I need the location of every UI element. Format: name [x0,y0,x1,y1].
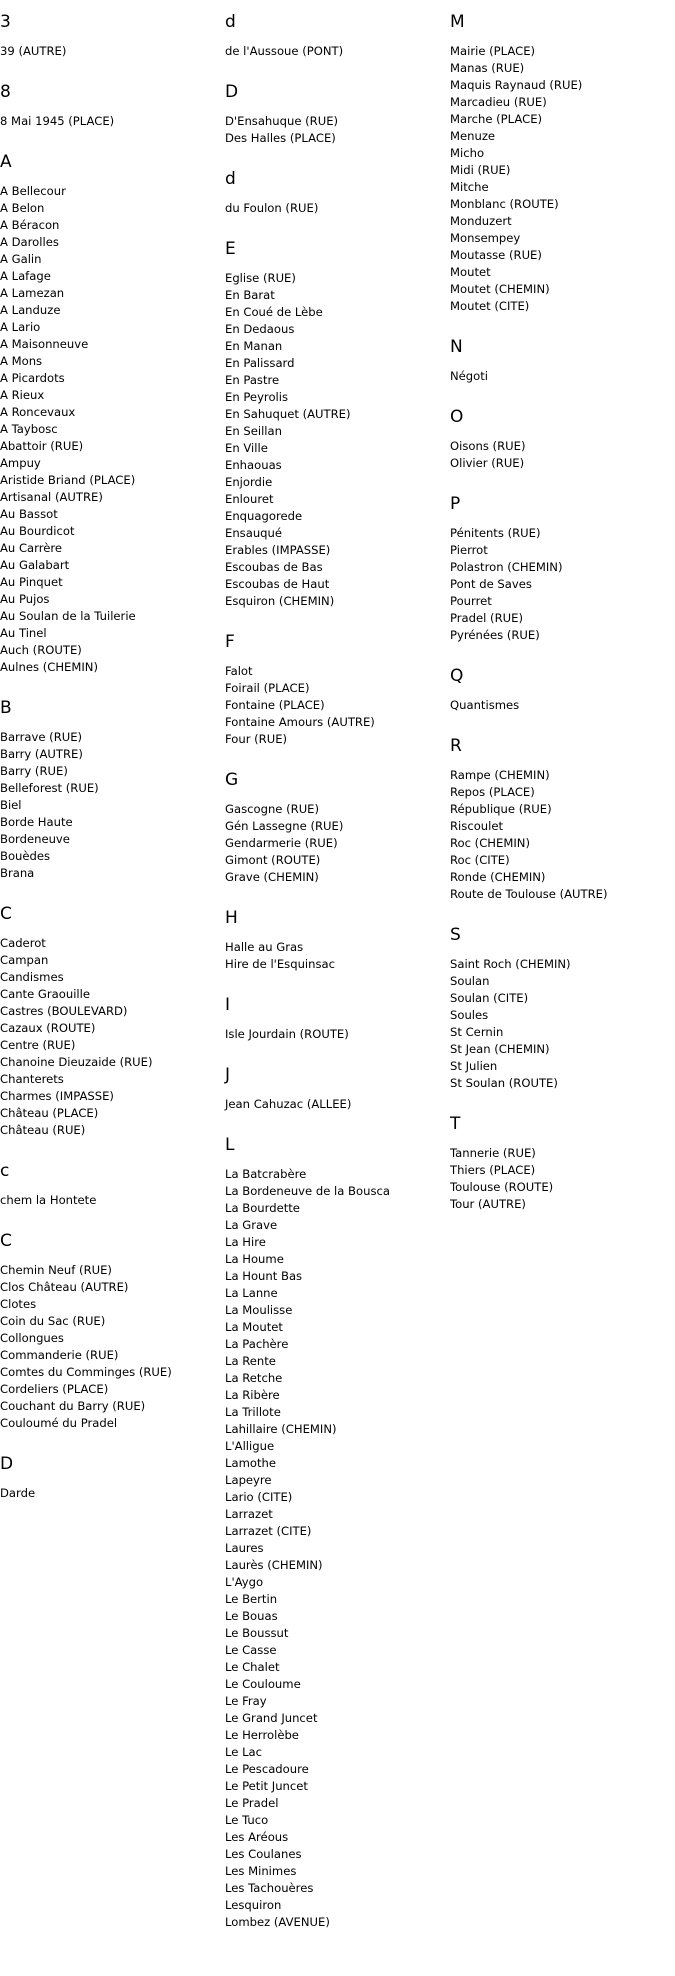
street-item: Le Chalet [225,1660,280,1674]
street-item: Borde Haute [0,815,73,829]
street-item: Ensauqué [225,526,283,540]
street-item: La Trillote [225,1405,281,1419]
street-item: Les Coulanes [225,1847,302,1861]
street-item: Oisons (RUE) [450,439,526,453]
street-item: 39 (AUTRE) [0,44,67,58]
street-item: Jean Cahuzac (ALLEE) [225,1097,352,1111]
street-list [225,200,440,217]
section-letter-heading: D [0,1454,14,1474]
street-item: Pradel (RUE) [450,611,523,625]
street-list [225,801,440,886]
section-letter-heading: T [450,1114,461,1134]
street-item: Cante Graouille [0,987,91,1001]
letter-section [0,82,215,130]
street-item: Ronde (CHEMIN) [450,870,546,884]
street-item: Manas (RUE) [450,61,525,75]
street-item: Couloumé du Pradel [0,1416,118,1430]
street-item: Four (RUE) [225,732,288,746]
street-item: Soulan [450,974,490,988]
street-list [225,270,440,610]
street-item: Monduzert [450,214,512,228]
street-item: Le Fray [225,1694,267,1708]
street-item: Belleforest (RUE) [0,781,99,795]
street-item: A Béracon [0,218,60,232]
street-item: Castres (BOULEVARD) [0,1004,128,1018]
street-item: Candismes [0,970,64,984]
street-item: Gendarmerie (RUE) [225,836,338,850]
street-item: Isle Jourdain (ROUTE) [225,1027,349,1041]
street-item: Aulnes (CHEMIN) [0,660,98,674]
letter-section [225,995,440,1043]
street-item: Foirail (PLACE) [225,681,310,695]
street-item: Le Boussut [225,1626,289,1640]
street-item: La Moutet [225,1320,283,1334]
street-item: Marcadieu (RUE) [450,95,547,109]
street-item: Au Pinquet [0,575,63,589]
street-item: Barry (AUTRE) [0,747,83,761]
street-item: Aristide Briand (PLACE) [0,473,136,487]
street-item: Escoubas de Bas [225,560,323,574]
street-item: Enlouret [225,492,274,506]
street-item: Toulouse (ROUTE) [450,1180,554,1194]
street-item: Charmes (IMPASSE) [0,1089,114,1103]
letter-section [225,770,440,886]
street-item: Tour (AUTRE) [450,1197,526,1211]
letter-section [225,239,440,610]
letter-section [0,12,215,60]
street-item: Riscoulet [450,819,504,833]
street-item: Mitche [450,180,489,194]
street-item: En Manan [225,339,283,353]
street-item: A Rieux [0,388,45,402]
street-item: Enjordie [225,475,273,489]
street-item: République (RUE) [450,802,552,816]
street-item: Au Galabart [0,558,70,572]
street-item: La Pachère [225,1337,289,1351]
street-item: A Mons [0,354,43,368]
street-item: En Pastre [225,373,280,387]
street-list [225,663,440,748]
street-item: Au Soulan de la Tuilerie [0,609,136,623]
street-item: Le Petit Juncet [225,1779,308,1793]
street-item: La Bourdette [225,1201,300,1215]
street-item: La Rente [225,1354,276,1368]
street-item: Micho [450,146,485,160]
letter-section [0,904,215,1139]
letter-section [0,698,215,882]
street-list [450,697,665,714]
street-item: Laurès (CHEMIN) [225,1558,323,1572]
street-item: Au Pujos [0,592,50,606]
street-item: Gascogne (RUE) [225,802,320,816]
street-item: Enhaouas [225,458,282,472]
street-item: L'Alligue [225,1439,275,1453]
street-item: Lahillaire (CHEMIN) [225,1422,337,1436]
letter-section [225,908,440,973]
street-item: Lapeyre [225,1473,272,1487]
street-item: Cazaux (ROUTE) [0,1021,96,1035]
section-letter-heading: Q [450,666,464,686]
street-list [0,935,215,1139]
street-item: Artisanal (AUTRE) [0,490,103,504]
street-item: Moutet [450,265,491,279]
street-item: La Moulisse [225,1303,293,1317]
street-item: La Hount Bas [225,1269,303,1283]
street-item: A Taybosc [0,422,58,436]
street-item: Chanterets [0,1072,64,1086]
street-item: Midi (RUE) [450,163,511,177]
letter-section [0,152,215,676]
street-list [0,183,215,676]
street-item: Lamothe [225,1456,276,1470]
street-item: Gén Lassegne (RUE) [225,819,344,833]
section-letter-heading: c [0,1161,10,1181]
street-item: Barrave (RUE) [0,730,83,744]
street-item: Tannerie (RUE) [450,1146,536,1160]
street-item: Larrazet (CITE) [225,1524,312,1538]
street-item: La Hire [225,1235,266,1249]
street-item: En Dedaous [225,322,295,336]
street-item: Esquiron (CHEMIN) [225,594,335,608]
street-item: Chemin Neuf (RUE) [0,1263,112,1277]
street-item: Ampuy [0,456,41,470]
street-item: Au Carrère [0,541,63,555]
letter-section [450,407,665,472]
street-list [0,1485,215,1502]
street-item: A Maisonneuve [0,337,89,351]
street-item: Eglise (RUE) [225,271,296,285]
street-item: Quantismes [450,698,520,712]
street-item: Caderot [0,936,46,950]
letter-section [450,925,665,1092]
letter-section [225,1135,440,1931]
section-letter-heading: C [0,904,12,924]
street-item: Barry (RUE) [0,764,68,778]
street-item: Fontaine (PLACE) [225,698,325,712]
street-item: A Bellecour [0,184,66,198]
section-letter-heading: N [450,337,463,357]
street-item: St Jean (CHEMIN) [450,1042,550,1056]
street-item: Pyrénées (RUE) [450,628,540,642]
street-item: Marche (PLACE) [450,112,543,126]
street-item: Négoti [450,369,489,383]
street-list [225,1096,440,1113]
street-item: Erables (IMPASSE) [225,543,331,557]
street-item: Pierrot [450,543,488,557]
letter-section [450,666,665,714]
section-letter-heading: C [0,1231,12,1251]
street-item: Mairie (PLACE) [450,44,536,58]
street-item: Lesquiron [225,1898,282,1912]
street-item: Repos (PLACE) [450,785,535,799]
section-letter-heading: B [0,698,12,718]
street-list [0,1262,215,1432]
index-column-2 [225,0,440,1953]
street-item: Les Tachouères [225,1881,314,1895]
street-item: St Soulan (ROUTE) [450,1076,558,1090]
street-item: Cordeliers (PLACE) [0,1382,109,1396]
street-item: St Julien [450,1059,498,1073]
street-list [225,1026,440,1043]
street-list [0,113,215,130]
section-letter-heading: d [225,12,236,32]
letter-section [225,1065,440,1113]
street-item: Comtes du Comminges (RUE) [0,1365,172,1379]
street-item: L'Aygo [225,1575,264,1589]
street-item: Roc (CITE) [450,853,510,867]
street-item: Soules [450,1008,489,1022]
street-item: Pourret [450,594,492,608]
street-item: Centre (RUE) [0,1038,76,1052]
street-list [450,43,665,315]
letter-section [225,12,440,60]
street-item: Clotes [0,1297,37,1311]
letter-section [450,337,665,385]
street-item: Le Pradel [225,1796,279,1810]
street-item: Au Bourdicot [0,524,75,538]
street-item: Le Bouas [225,1609,278,1623]
street-list [450,525,665,644]
section-letter-heading: R [450,736,462,756]
section-letter-heading: D [225,82,239,102]
street-list [450,438,665,472]
street-item: Château (PLACE) [0,1106,99,1120]
street-item: Moutet (CITE) [450,299,530,313]
street-item: Escoubas de Haut [225,577,330,591]
letter-section [0,1231,215,1432]
street-list [225,43,440,60]
street-item: En Barat [225,288,275,302]
street-item: Collongues [0,1331,64,1345]
street-item: Le Pescadoure [225,1762,309,1776]
street-item: Fontaine Amours (AUTRE) [225,715,375,729]
street-item: Soulan (CITE) [450,991,529,1005]
street-list [225,1166,440,1931]
street-item: Rampe (CHEMIN) [450,768,550,782]
letter-section [450,12,665,315]
street-item: Larrazet [225,1507,273,1521]
street-item: Coin du Sac (RUE) [0,1314,106,1328]
street-item: Biel [0,798,22,812]
street-item: A Landuze [0,303,61,317]
street-item: Thiers (PLACE) [450,1163,536,1177]
street-list [0,43,215,60]
section-letter-heading: O [450,407,464,427]
street-item: En Peyrolis [225,390,289,404]
section-letter-heading: J [225,1065,231,1085]
street-item: St Cernin [450,1025,504,1039]
street-item: Commanderie (RUE) [0,1348,119,1362]
street-item: Laures [225,1541,264,1555]
street-item: Pénitents (RUE) [450,526,541,540]
street-item: Les Minimes [225,1864,297,1878]
street-list [450,767,665,903]
street-item: Des Halles (PLACE) [225,131,336,145]
street-item: Saint Roch (CHEMIN) [450,957,571,971]
street-item: Le Herrolèbe [225,1728,299,1742]
letter-section [225,82,440,147]
street-item: A Roncevaux [0,405,76,419]
street-item: Brana [0,866,35,880]
street-item: La Retche [225,1371,283,1385]
street-item: chem la Hontete [0,1193,97,1207]
street-item: A Galin [0,252,42,266]
street-item: Abattoir (RUE) [0,439,84,453]
street-item: A Picardots [0,371,65,385]
letter-section [225,169,440,217]
street-item: Gimont (ROUTE) [225,853,321,867]
section-letter-heading: d [225,169,236,189]
street-item: Falot [225,664,253,678]
street-item: Le Casse [225,1643,277,1657]
index-column-3 [450,0,665,1235]
section-letter-heading: L [225,1135,235,1155]
street-item: du Foulon (RUE) [225,201,319,215]
street-item: Les Aréous [225,1830,289,1844]
index-column-1 [0,0,215,1524]
street-item: Moutet (CHEMIN) [450,282,550,296]
street-item: A Lamezan [0,286,65,300]
section-letter-heading: I [225,995,231,1015]
street-item: Auch (ROUTE) [0,643,82,657]
street-list [450,368,665,385]
street-item: Lombez (AVENUE) [225,1915,330,1929]
street-item: Le Couloume [225,1677,301,1691]
section-letter-heading: A [0,152,12,172]
street-item: A Lario [0,320,41,334]
street-item: A Darolles [0,235,59,249]
street-list [225,113,440,147]
street-item: Campan [0,953,49,967]
letter-section [0,1454,215,1502]
section-letter-heading: E [225,239,236,259]
street-item: Pont de Saves [450,577,532,591]
street-item: Route de Toulouse (AUTRE) [450,887,608,901]
section-letter-heading: P [450,494,461,514]
street-item: La Bordeneuve de la Bousca [225,1184,390,1198]
street-item: Couchant du Barry (RUE) [0,1399,146,1413]
section-letter-heading: M [450,12,465,32]
street-item: Bordeneuve [0,832,70,846]
section-letter-heading: S [450,925,461,945]
street-item: En Ville [225,441,268,455]
street-item: Darde [0,1486,36,1500]
street-item: La Grave [225,1218,278,1232]
street-item: Halle au Gras [225,940,304,954]
street-item: Enquagorede [225,509,303,523]
street-item: A Belon [0,201,45,215]
street-item: Polastron (CHEMIN) [450,560,563,574]
street-item: Menuze [450,129,496,143]
letter-section [450,494,665,644]
street-item: Château (RUE) [0,1123,86,1137]
street-item: La Lanne [225,1286,278,1300]
street-item: Clos Château (AUTRE) [0,1280,129,1294]
section-letter-heading: F [225,632,235,652]
street-item: A Lafage [0,269,51,283]
street-item: Moutasse (RUE) [450,248,542,262]
street-item: La Houme [225,1252,284,1266]
street-list [0,1192,215,1209]
street-item: D'Ensahuque (RUE) [225,114,339,128]
letter-section [0,1161,215,1209]
street-item: La Batcrabère [225,1167,307,1181]
street-item: En Coué de Lèbe [225,305,323,319]
letter-section [450,1114,665,1213]
street-item: Roc (CHEMIN) [450,836,530,850]
section-letter-heading: 3 [0,12,11,32]
section-letter-heading: 8 [0,82,11,102]
street-list [450,956,665,1092]
street-list [0,729,215,882]
street-item: Grave (CHEMIN) [225,870,319,884]
street-item: La Ribère [225,1388,280,1402]
street-item: Chanoine Dieuzaide (RUE) [0,1055,153,1069]
street-item: Monblanc (ROUTE) [450,197,559,211]
street-item: Au Tinel [0,626,47,640]
street-item: Monsempey [450,231,521,245]
street-item: En Sahuquet (AUTRE) [225,407,351,421]
street-item: Le Tuco [225,1813,269,1827]
letter-section [225,632,440,748]
street-list [450,1145,665,1213]
street-item: En Palissard [225,356,295,370]
street-item: Le Grand Juncet [225,1711,318,1725]
street-item: En Seillan [225,424,282,438]
street-item: 8 Mai 1945 (PLACE) [0,114,115,128]
street-list [225,939,440,973]
street-item: Le Bertin [225,1592,278,1606]
street-item: Le Lac [225,1745,263,1759]
street-item: Olivier (RUE) [450,456,525,470]
street-item: Maquis Raynaud (RUE) [450,78,583,92]
letter-section [450,736,665,903]
street-item: Bouèdes [0,849,51,863]
street-item: Lario (CITE) [225,1490,293,1504]
street-item: Au Bassot [0,507,58,521]
section-letter-heading: H [225,908,238,928]
street-item: de l'Aussoue (PONT) [225,44,344,58]
street-item: Hire de l'Esquinsac [225,957,336,971]
section-letter-heading: G [225,770,239,790]
